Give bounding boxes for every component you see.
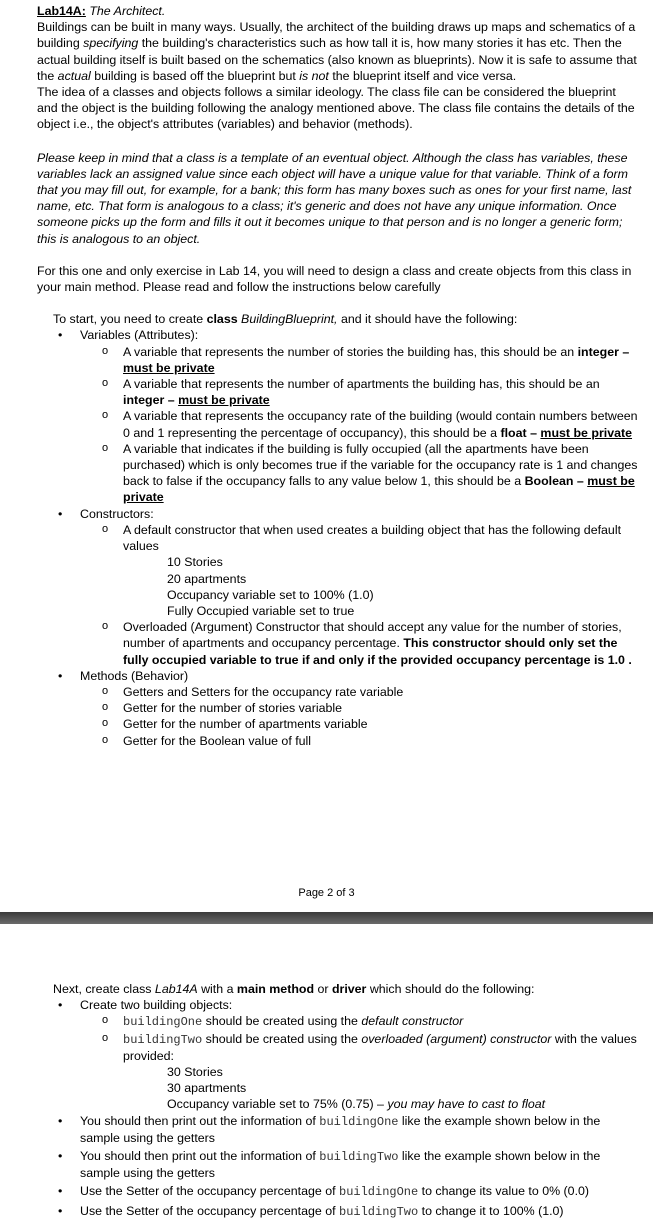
driver-intro: Next, create class Lab14A with a main method or driver which should do the following: [53,982,535,996]
list-item-variables: • Variables (Attributes): o A variable that represents the number of stories the building has, this should be an integer – must be private o A variable that represents the number of apartments the building has, this should be an integer – must be private o A variable that represents the occupancy rate of the building (would contain numbers between 0 and 1 representing the percentage of occupancy), this should be a float – must be private o A variable that indicates if the building is fully occupied (all the apartments have been purchased) which is only becomes true if the variable for the occupancy rate is 1 and changes back to false if the occupancy falls to any value below 1, this should be a Boolean – must be private [0,327,639,505]
paragraph-buildings: Buildings can be built in many ways. Usually, the architect of the building draws up maps and schematics of a building specifying the building's characteristics such as how tall it is, how many stories it has etc. Then the actual building itself is built based on the schematics (also known as blueprints). Now it is safe to assume that the actual building is based off the blueprint but is not the blueprint itself and vice versa. [37,20,637,83]
page-2 [0,924,653,1226]
page-separator [0,912,653,924]
driver-steps-list [37,997,639,1220]
paragraph-template-note: Please keep in mind that a class is a template of an eventual object. Although the class has variables, these variables lack an assigned value since each object will have a unique value for that variable. Think of a form that you may fill out, for example, for a bank; this form has many boxes such as ones for your first name, last name, etc. That form is analogous to a class; it's generic and does not have any unique information. Once someone picks up the form and fills it out it becomes unique to that person and is no longer a generic form; this is analogous to an object. [37,150,632,246]
building-two-values: 30 Stories 30 apartments Occupancy variable set to 75% (0.75) – you may have to cast to float [167,1065,546,1112]
list-item: • Use the Setter of the occupancy percentage of buildingOne to change its value to 0% (0.0) [0,1183,639,1200]
list-item: o buildingOne should be created using the default constructor [80,1013,639,1030]
page-footer: Page 2 of 3 [298,887,355,899]
list-item: o A variable that represents the number of apartments the building has, this should be an integer – must be private [80,376,639,408]
list-item: o Getters and Setters for the occupancy rate variable [80,684,639,700]
requirements-list [37,327,639,748]
list-item: o A variable that indicates if the building is fully occupied (all the apartments have been purchased) which is only becomes true if the variable for the occupancy rate is 1 and changes back to false if the occupancy falls to any value below 1, this should be a Boolean – must be private [80,441,639,506]
list-item: • Use the Setter of the occupancy percentage of buildingTwo to change it to 100% (1.0) [0,1203,639,1220]
list-item: o Getter for the number of apartments variable [80,716,639,732]
list-item: o Getter for the number of stories variable [80,700,639,716]
list-item: o A default constructor that when used creates a building object that has the following default values 10 Stories 20 apartments Occupancy variable set to 100% (1.0) Fully Occupied variable set to true [80,522,639,619]
list-item: o buildingTwo should be created using the overloaded (argument) constructor with the values provided: 30 Stories 30 apartments Occupancy variable set to 75% (0.75) – you may have to cast to float [80,1031,639,1113]
list-item: o A variable that represents the number of stories the building has, this should be an integer – must be private [80,344,639,376]
default-values: 10 Stories 20 apartments Occupancy variable set to 100% (1.0) Fully Occupied variable set to true [167,555,374,618]
start-instruction: To start, you need to create class BuildingBlueprint, and it should have the following: [53,312,518,327]
list-item-create: • Create two building objects: o buildingOne should be created using the default constructor o buildingTwo should be created using the overloaded (argument) constructor with the values provided: 30 Stories 30 apartments Occupancy variable set to 75% (0.75) – you may have to cast to float [0,997,639,1112]
list-item: o Overloaded (Argument) Constructor that should accept any value for the number of stories, number of apartments and occupancy percentage. This constructor should only set the fully occupied variable to true if and only if the provided occupancy percentage is 1.0 . [80,619,639,668]
paragraph-exercise: For this one and only exercise in Lab 14, you will need to design a class and create objects from this class in your main method. Please read and follow the instructions below carefully [37,263,632,295]
list-item: • You should then print out the information of buildingOne like the example shown below in the sample using the getters [0,1113,639,1146]
lab-title: Lab14A: The Architect. [37,4,166,18]
list-item: • You should then print out the information of buildingTwo like the example shown below in the sample using the getters [0,1148,639,1181]
list-item-methods: • Methods (Behavior) o Getters and Setters for the occupancy rate variable o Getter for the number of stories variable o Getter for the number of apartments variable o Getter for the Boolean value of full [0,668,639,749]
list-item: o Getter for the Boolean value of full [80,733,639,749]
list-item-constructors: • Constructors: o A default constructor that when used creates a building object that has the following default values 10 Stories 20 apartments Occupancy variable set to 100% (1.0) Fully Occupied variable set to true o Overloaded (Argument) Constructor that should accept any value for the number of stories, number of apartments and occupancy percentage. This constructor should only set the fully occupied variable to true if and only if the provided occupancy percentage is 1.0 . [0,506,639,668]
paragraph-classes: The idea of a classes and objects follows a similar ideology. The class file can be considered the blueprint and the object is the building following the analogy mentioned above. The class file contains the details of the object i.e., the object's attributes (variables) and behavior (methods). [37,85,635,132]
list-item: o A variable that represents the occupancy rate of the building (would contain numbers between 0 and 1 representing the percentage of occupancy), this should be a float – must be private [80,408,639,440]
